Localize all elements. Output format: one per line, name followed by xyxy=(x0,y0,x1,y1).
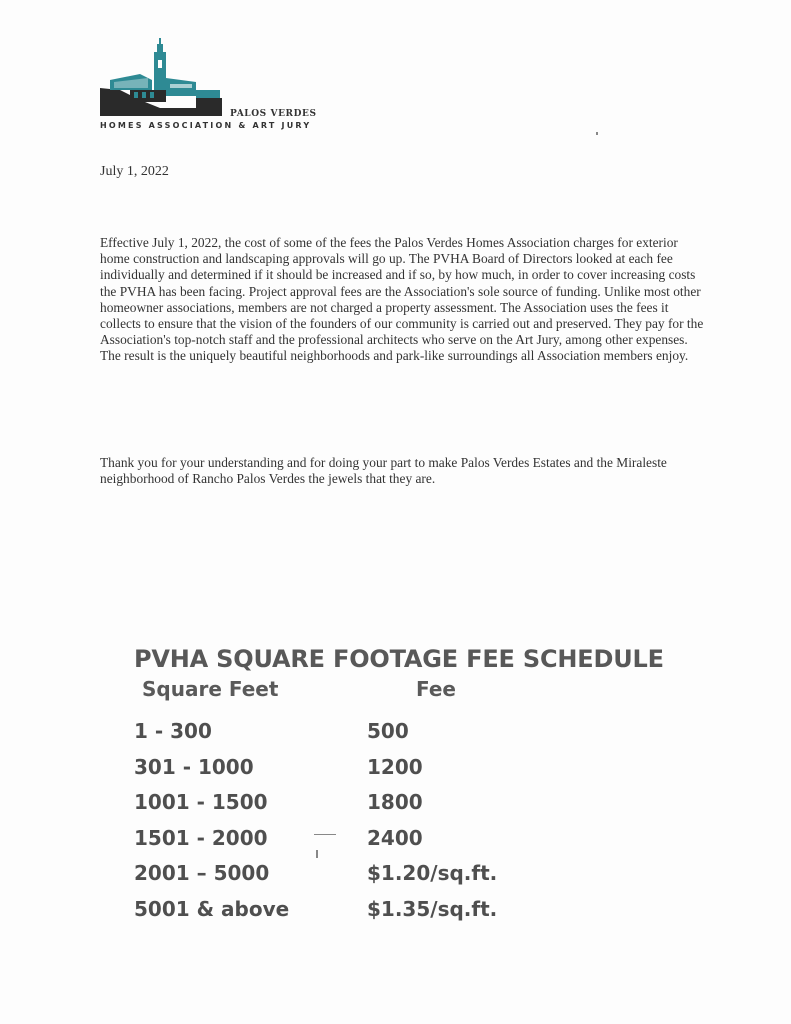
table-row xyxy=(134,755,734,791)
column-header-fee: Fee xyxy=(416,677,456,701)
row-fee: 2400 xyxy=(367,825,423,850)
table-row xyxy=(134,861,734,897)
table-row xyxy=(134,719,734,755)
fee-schedule-rows xyxy=(134,719,734,932)
row-range: 301 - 1000 xyxy=(134,754,254,779)
column-header-square-feet: Square Feet xyxy=(142,677,279,701)
table-row xyxy=(134,790,734,826)
logo-org-line1: PALOS VERDES xyxy=(230,109,317,119)
row-fee: 1200 xyxy=(367,754,423,779)
pvha-logo xyxy=(100,38,317,133)
tower-building-icon xyxy=(100,38,230,118)
row-fee: $1.35/sq.ft. xyxy=(367,896,498,921)
fee-schedule xyxy=(134,645,734,932)
row-fee: $1.20/sq.ft. xyxy=(367,861,498,885)
letter-paragraph-2: Thank you for your understanding and for doing your part to make Palos Verdes Estates and the Miraleste neighborhood of Rancho Palos Verdes the jewels that they are. xyxy=(100,455,667,487)
fee-schedule-header xyxy=(134,675,734,711)
scan-speck xyxy=(314,834,336,835)
row-range: 1501 - 2000 xyxy=(134,825,268,850)
row-fee: 1800 xyxy=(367,790,423,814)
row-range: 5001 & above xyxy=(134,896,290,921)
scan-speck xyxy=(596,132,598,135)
row-range: 1 - 300 xyxy=(134,719,212,743)
scan-speck xyxy=(316,850,318,858)
logo-org-line2: HOMES ASSOCIATION & ART JURY xyxy=(100,121,312,130)
table-row xyxy=(134,826,734,862)
table-row xyxy=(134,897,734,933)
row-range: 1001 - 1500 xyxy=(134,790,268,814)
row-range: 2001 – 5000 xyxy=(134,861,270,885)
letter-date: July 1, 2022 xyxy=(100,164,169,179)
letter-paragraph-1: Effective July 1, 2022, the cost of some of the fees the Palos Verdes Homes Association charges for exterior home construction and landscaping approvals will go up. The PVHA Board of Directors looked at each fee individually and determined if it should be increased and if so, by how much, in order to cover increasing costs the PVHA has been facing. Project approval fees are the Association's sole source of funding. Unlike most other homeowner associations, members are not charged a property assessment. The Association uses the fees it collects to ensure that the vision of the founders of our community is carried out and preserved. They pay for the Association's top-notch staff and the professional architects who serve on the Art Jury, among other expenses. The result is the uniquely beautiful neighborhoods and park-like surroundings all Association members enjoy. xyxy=(100,235,704,364)
fee-schedule-title: PVHA SQUARE FOOTAGE FEE SCHEDULE xyxy=(134,645,664,673)
row-fee: 500 xyxy=(367,719,409,743)
